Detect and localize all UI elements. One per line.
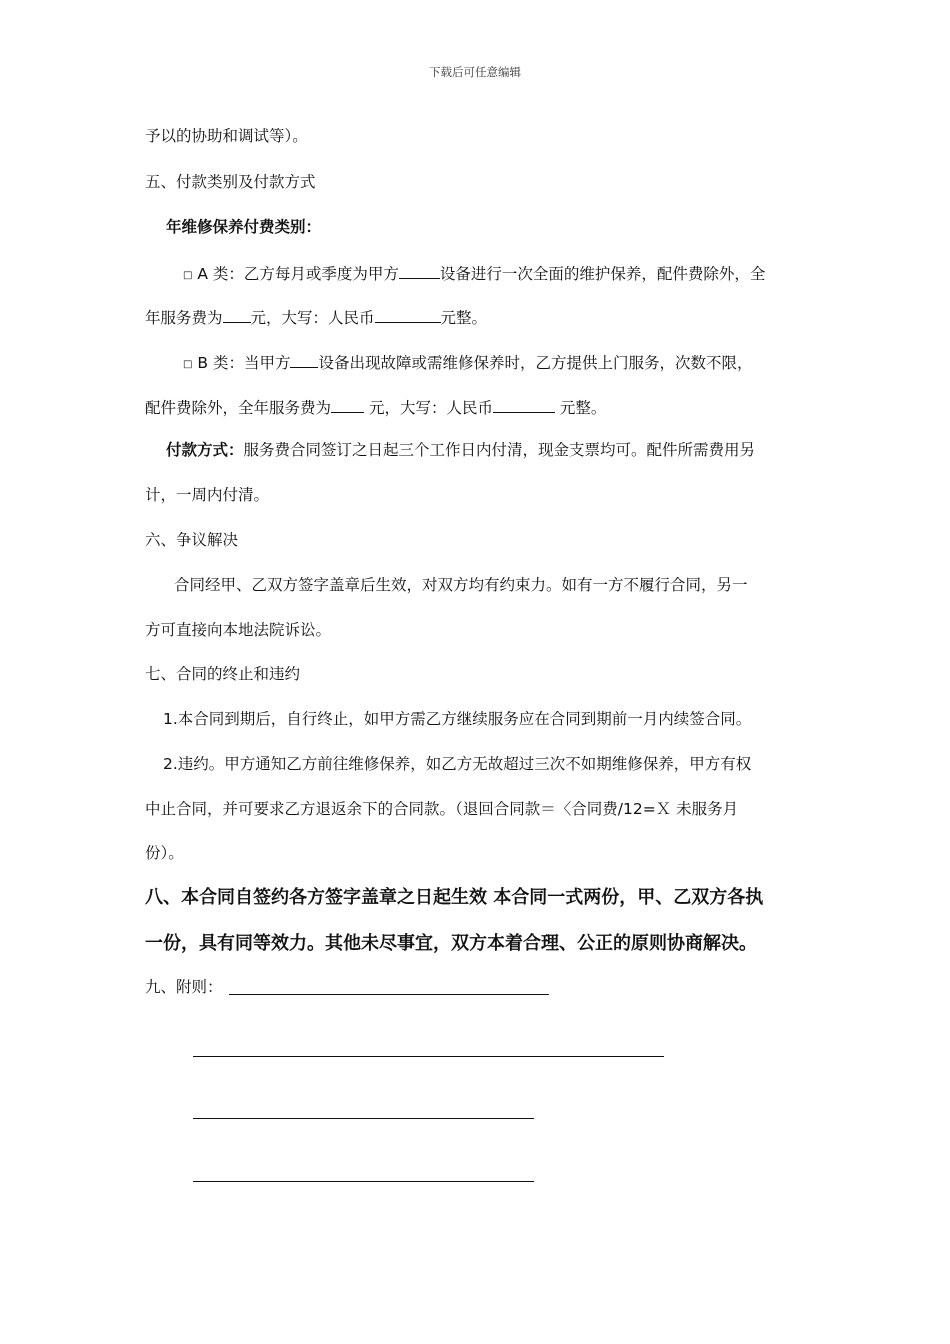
section-9-label: 九、附则： bbox=[145, 978, 223, 996]
payment-method-line-1: 付款方式：服务费合同签订之日起三个工作日内付清，现金支票均可。配件所需费用另 bbox=[166, 441, 756, 459]
option-a-line-1: □ A 类：乙方每月或季度为甲方 设备进行一次全面的维护保养，配件费除外，全 bbox=[183, 262, 765, 287]
section-5-subtitle: 年维修保养付费类别： bbox=[166, 218, 322, 236]
section-8-line-2: 一份，具有同等效力。其他未尽事宜，双方本着合理、公正的原则协商解决。 bbox=[145, 933, 757, 954]
blank-b-fee-words[interactable] bbox=[493, 396, 555, 413]
payment-method-line-2: 计，一周内付清。 bbox=[145, 486, 270, 504]
blank-b-party[interactable] bbox=[290, 351, 318, 368]
section-8-line-1: 八、本合同自签约各方签字盖章之日起生效 本合同一式两份，甲、乙双方各执 bbox=[145, 887, 764, 908]
blank-a-fee[interactable] bbox=[223, 306, 251, 323]
checkbox-b-icon[interactable]: □ bbox=[183, 359, 193, 370]
section-6-title: 六、争议解决 bbox=[145, 531, 239, 549]
appendix-blank-line-4[interactable] bbox=[193, 1181, 534, 1182]
blank-a-party[interactable] bbox=[399, 262, 440, 279]
payment-method-label: 付款方式： bbox=[166, 441, 244, 459]
section-7-item-2-line-2: 中止合同，并可要求乙方退返余下的合同款。（退回合同款＝〈合同费/12=Ｘ 未服务月 bbox=[145, 800, 739, 818]
section-7-item-2-line-1: 2.违约。甲方通知乙方前往维修保养，如乙方无故超过三次不如期维修保养，甲方有权 bbox=[163, 755, 752, 773]
checkbox-a-icon[interactable]: □ bbox=[183, 270, 193, 281]
option-b-line-1: □ B 类：当甲方 设备出现故障或需维修保养时，乙方提供上门服务，次数不限， bbox=[183, 351, 752, 376]
blank-a-fee-words[interactable] bbox=[375, 306, 441, 323]
paragraph-continuation: 予以的协助和调试等）。 bbox=[145, 127, 308, 145]
blank-b-fee[interactable] bbox=[331, 396, 364, 413]
section-7-item-1: 1.本合同到期后，自行终止，如甲方需乙方继续服务应在合同到期前一月内续签合同。 bbox=[163, 710, 752, 728]
page-header: 下载后可任意编辑 bbox=[429, 65, 521, 79]
option-b-line-2: 配件费除外，全年服务费为 元，大写：人民币 元整。 bbox=[145, 396, 606, 418]
option-a-line-2: 年服务费为 元，大写：人民币 元整。 bbox=[145, 306, 487, 328]
section-5-title: 五、付款类别及付款方式 bbox=[145, 173, 316, 191]
appendix-blank-line-2[interactable] bbox=[193, 1056, 664, 1057]
section-6-line-1: 合同经甲、乙双方签字盖章后生效，对双方均有约束力。如有一方不履行合同，另一 bbox=[174, 576, 748, 594]
section-6-line-2: 方可直接向本地法院诉讼。 bbox=[145, 621, 332, 639]
appendix-blank-line-3[interactable] bbox=[193, 1118, 534, 1119]
section-7-title: 七、合同的终止和违约 bbox=[145, 665, 301, 683]
appendix-blank-line-1[interactable] bbox=[229, 994, 549, 995]
section-7-item-2-line-3: 份）。 bbox=[145, 844, 184, 862]
